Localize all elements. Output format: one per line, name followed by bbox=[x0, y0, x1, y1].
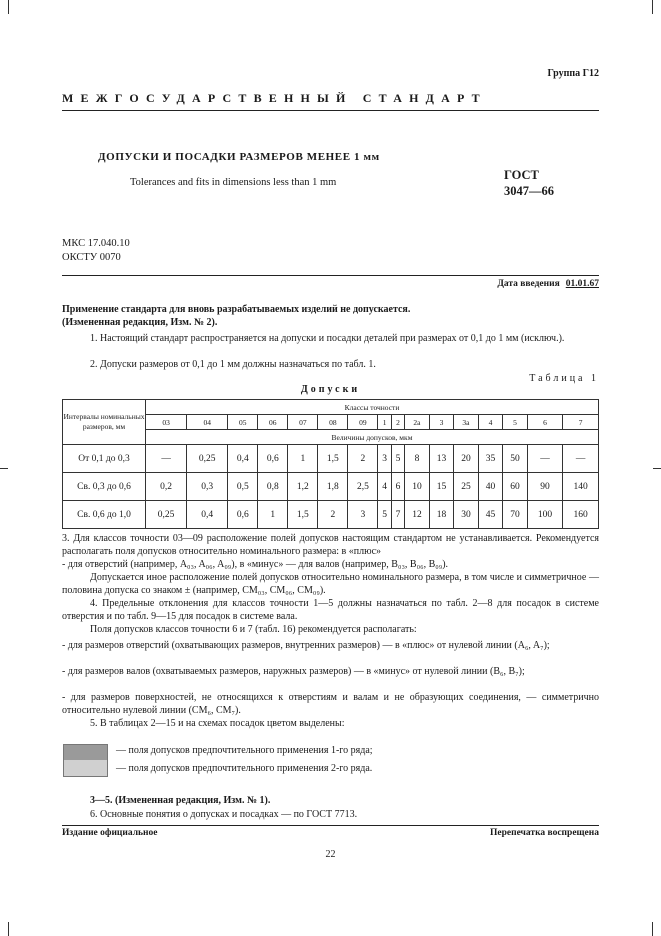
tolerance-cell: 70 bbox=[503, 501, 528, 529]
paragraph-5: 5. В таблицах 2—15 и на схемах посадок цветом выделены: bbox=[90, 718, 345, 729]
legend-label-row2: — поля допусков предпочтительного применения 2-го ряда. bbox=[116, 763, 373, 774]
tolerance-cell: 0,4 bbox=[187, 501, 228, 529]
tolerance-cell: 18 bbox=[429, 501, 454, 529]
tolerance-cell: 0,25 bbox=[187, 445, 228, 473]
tolerance-cell: 0,8 bbox=[258, 473, 288, 501]
paragraph-4: 4. Предельные отклонения для классов точности 1—5 должны назначаться по табл. 2—8 для посадок в системе отверстия и по табл. 9—15 для посадок в системе вала. bbox=[62, 598, 599, 622]
class-header-cell: 3а bbox=[454, 415, 479, 430]
tolerance-cell: 2 bbox=[318, 501, 348, 529]
paragraph-4-surfaces: - для размеров поверхностей, не относящихся к отверстиям и валам и не образующих соединения, — симметрично относительно нулевой линии (CM₆, CM₇). bbox=[62, 692, 599, 716]
tolerance-cell: 2,5 bbox=[348, 473, 378, 501]
tolerance-cell: 50 bbox=[503, 445, 528, 473]
class-header-cell: 7 bbox=[563, 415, 599, 430]
tolerance-cell: 40 bbox=[478, 473, 503, 501]
tolerance-cell: 3 bbox=[348, 501, 378, 529]
tolerance-cell: — bbox=[527, 445, 563, 473]
footer-reprint: Перепечатка воспрещена bbox=[489, 828, 599, 838]
class-header-cell: 05 bbox=[228, 415, 258, 430]
class-header-cell: 2а bbox=[405, 415, 430, 430]
classification-codes bbox=[62, 237, 130, 265]
revision-note: 3—5. (Измененная редакция, Изм. № 1). bbox=[90, 795, 271, 806]
tolerance-cell: 100 bbox=[527, 501, 563, 529]
gost-number bbox=[504, 167, 554, 199]
paragraph-3: 3. Для классов точности 03—09 расположение полей допусков настоящим стандартом не устанавливается. Рекомендуется располагать поля допусков относительно номинального размера: в «плюс» bbox=[62, 533, 599, 557]
tolerance-cell: 15 bbox=[429, 473, 454, 501]
gost-label: ГОСТ bbox=[504, 168, 539, 182]
date-value: 01.01.67 bbox=[565, 279, 599, 289]
paragraph-3-holes: - для отверстий (например, A₀₃, A₀₆, A₀₉), в «минус» — для валов (например, B₀₃, B₀₆, B₀₉). bbox=[62, 559, 449, 570]
classes-header: Классы точности bbox=[146, 400, 599, 415]
paragraph-4-shafts: - для размеров валов (охватываемых размеров, наружных размеров) — в «минус» от нулевой линии (B₆, B₇); bbox=[62, 666, 525, 677]
table-row bbox=[63, 445, 599, 473]
tolerance-cell: 5 bbox=[391, 445, 404, 473]
tolerance-cell: 0,3 bbox=[187, 473, 228, 501]
interval-cell: От 0,1 до 0,3 bbox=[63, 445, 146, 473]
table-number: Таблица 1 bbox=[529, 373, 599, 384]
tolerance-cell: 140 bbox=[563, 473, 599, 501]
tolerance-cell: 12 bbox=[405, 501, 430, 529]
tolerance-cell: 35 bbox=[478, 445, 503, 473]
paragraph-2: 2. Допуски размеров от 0,1 до 1 мм должны назначаться по табл. 1. bbox=[90, 359, 376, 370]
class-header-cell: 2 bbox=[391, 415, 404, 430]
class-header-cell: 07 bbox=[288, 415, 318, 430]
class-header-cell: 06 bbox=[258, 415, 288, 430]
paragraph-3-symmetric: Допускается иное расположение полей допусков относительно номинального размера, в том числе и симметричное — половина допуска со знаком ± (например, CM₀₃, CM₀₆, CM₀₉). bbox=[62, 572, 599, 596]
table-header-row bbox=[63, 400, 599, 415]
footer-official: Издание официальное bbox=[62, 828, 158, 838]
group-code: Группа Г12 bbox=[547, 68, 599, 79]
class-header-cell: 1 bbox=[378, 415, 391, 430]
values-header: Величины допусков, мкм bbox=[146, 430, 599, 445]
tolerance-cell: 3 bbox=[378, 445, 391, 473]
table-caption: Допуски bbox=[300, 384, 361, 395]
tolerance-cell: 0,4 bbox=[228, 445, 258, 473]
intro-notice: Применение стандарта для вновь разрабатываемых изделий не допускается. bbox=[62, 304, 411, 315]
tolerance-cell: 6 bbox=[391, 473, 404, 501]
tolerance-cell: 160 bbox=[563, 501, 599, 529]
tolerance-cell: 1 bbox=[288, 445, 318, 473]
interval-cell: Св. 0,6 до 1,0 bbox=[63, 501, 146, 529]
crop-mark bbox=[652, 0, 653, 14]
class-header-cell: 3 bbox=[429, 415, 454, 430]
tolerance-cell: 1,8 bbox=[318, 473, 348, 501]
paragraph-6: 6. Основные понятия о допусках и посадках — по ГОСТ 7713. bbox=[90, 809, 358, 820]
tolerance-cell: 0,5 bbox=[228, 473, 258, 501]
page-number: 22 bbox=[325, 849, 336, 860]
tolerance-cell: 0,25 bbox=[146, 501, 187, 529]
paragraph-1: 1. Настоящий стандарт распространяется на допуски и посадки деталей при размерах от 0,1 до 1 мм (исключ.). bbox=[90, 333, 565, 344]
class-header-cell: 4 bbox=[478, 415, 503, 430]
tolerance-cell: — bbox=[563, 445, 599, 473]
tolerance-cell: — bbox=[146, 445, 187, 473]
interval-cell: Св. 0,3 до 0,6 bbox=[63, 473, 146, 501]
gost-code: 3047—66 bbox=[504, 184, 554, 198]
class-header-cell: 04 bbox=[187, 415, 228, 430]
tolerance-cell: 60 bbox=[503, 473, 528, 501]
crop-mark bbox=[0, 468, 8, 469]
tolerance-cell: 0,6 bbox=[228, 501, 258, 529]
date-label: Дата введения bbox=[497, 279, 560, 289]
tolerance-cell: 4 bbox=[378, 473, 391, 501]
class-header-cell: 03 bbox=[146, 415, 187, 430]
okstu-code: ОКСТУ 0070 bbox=[62, 252, 121, 263]
tolerance-cell: 8 bbox=[405, 445, 430, 473]
page-subtitle: Tolerances and fits in dimensions less than 1 mm bbox=[130, 177, 337, 188]
legend-label-row1: — поля допусков предпочтительного применения 1-го ряда; bbox=[116, 745, 373, 756]
table-row bbox=[63, 501, 599, 529]
mks-code: МКС 17.040.10 bbox=[62, 238, 130, 249]
tolerance-cell: 25 bbox=[454, 473, 479, 501]
page-title: ДОПУСКИ И ПОСАДКИ РАЗМЕРОВ МЕНЕЕ 1 мм bbox=[98, 151, 380, 163]
class-header-cell: 5 bbox=[503, 415, 528, 430]
interval-header: Интервалы номинальных размеров, мм bbox=[63, 400, 146, 445]
tolerance-cell: 7 bbox=[391, 501, 404, 529]
tolerance-cell: 5 bbox=[378, 501, 391, 529]
tolerance-table bbox=[62, 399, 599, 529]
table-row bbox=[63, 473, 599, 501]
class-header-cell: 08 bbox=[318, 415, 348, 430]
divider bbox=[62, 825, 599, 826]
tolerance-cell: 30 bbox=[454, 501, 479, 529]
tolerance-cell: 1 bbox=[258, 501, 288, 529]
tolerance-cell: 1,5 bbox=[288, 501, 318, 529]
crop-mark bbox=[8, 0, 9, 14]
effective-date bbox=[497, 279, 599, 289]
tolerance-cell: 13 bbox=[429, 445, 454, 473]
legend-swatch-row2 bbox=[63, 760, 108, 777]
tolerance-cell: 2 bbox=[348, 445, 378, 473]
paragraph-4-holes: - для размеров отверстий (охватывающих размеров, внутренних размеров) — в «плюс» от нулевой линии (A₆, A₇); bbox=[62, 640, 550, 651]
tolerance-cell: 1,5 bbox=[318, 445, 348, 473]
tolerance-cell: 0,2 bbox=[146, 473, 187, 501]
crop-mark bbox=[653, 468, 661, 469]
class-header-cell: 09 bbox=[348, 415, 378, 430]
crop-mark bbox=[8, 922, 9, 936]
intro-revision: (Измененная редакция, Изм. № 2). bbox=[62, 317, 218, 328]
tolerance-cell: 90 bbox=[527, 473, 563, 501]
tolerance-cell: 45 bbox=[478, 501, 503, 529]
divider bbox=[62, 275, 599, 276]
standard-banner: МЕЖГОСУДАРСТВЕННЫЙ СТАНДАРТ bbox=[62, 91, 487, 105]
tolerance-cell: 10 bbox=[405, 473, 430, 501]
divider bbox=[62, 110, 599, 111]
tolerance-cell: 1,2 bbox=[288, 473, 318, 501]
class-header-cell: 6 bbox=[527, 415, 563, 430]
tolerance-cell: 0,6 bbox=[258, 445, 288, 473]
tolerance-cell: 20 bbox=[454, 445, 479, 473]
paragraph-4-fields: Поля допусков классов точности 6 и 7 (табл. 16) рекомендуется располагать: bbox=[90, 624, 417, 635]
crop-mark bbox=[652, 922, 653, 936]
